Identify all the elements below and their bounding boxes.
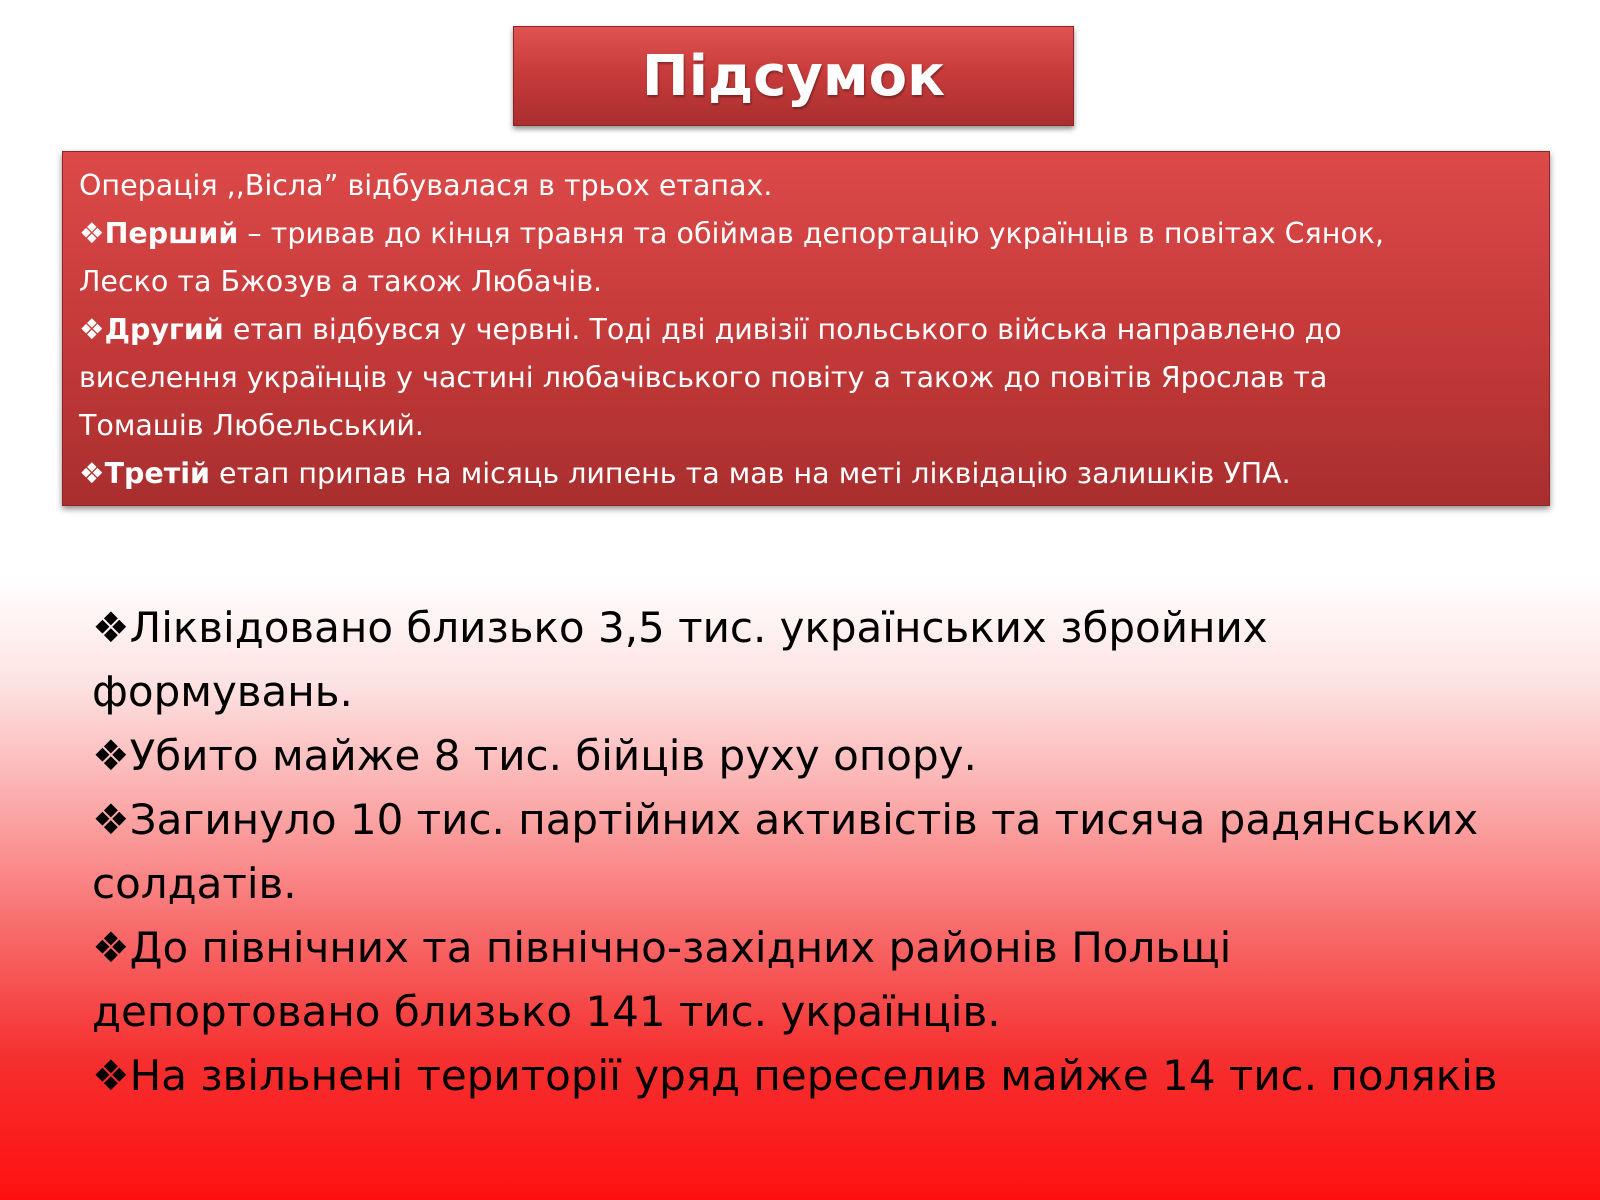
slide-title: Підсумок [641,43,946,109]
bullet-diamond-icon: ❖ [92,1051,130,1100]
stage-3-label: Третій [104,457,210,490]
stage-3-text: етап припав на місяць липень та мав на меті ліквідацію залишків УПА. [210,457,1291,490]
result-2-text: Убито майже 8 тис. бійців руху опору. [129,731,977,780]
result-4-line-2: депортовано близько 141 тис. українців. [92,987,1001,1036]
bullet-diamond-icon: ❖ [92,731,130,780]
result-4-text: До північних та північно-західних районів Польщі [129,923,1232,972]
result-2-line-1 [92,724,1582,788]
stage-2-line-3: Томашів Любельський. [79,409,424,442]
results-list [92,596,1582,1108]
bullet-diamond-icon: ❖ [79,313,105,346]
bullet-diamond-icon: ❖ [79,457,105,490]
stage-1-line-2: Леско та Бжозув а також Любачів. [79,265,603,298]
title-box [513,26,1074,126]
summary-box [62,151,1550,506]
result-1-line-1 [92,596,1582,660]
result-5-line-1 [92,1044,1582,1108]
summary-intro: Операція ,,Вісла” відбувалася в трьох етапах. [79,169,773,202]
stage-1-label: Перший [104,217,239,250]
stage-2-line-1 [79,306,1535,354]
result-1-text: Ліквідовано близько 3,5 тис. українських збройних [129,603,1268,652]
result-3-text: Загинуло 10 тис. партійних активістів та тисяча радянських [129,795,1479,844]
result-1-line-2: формувань. [92,667,353,716]
bullet-diamond-icon: ❖ [92,795,130,844]
stage-2-line-2: виселення українців у частині любачівського повіту а також до повітів Ярослав та [79,361,1328,394]
result-5-text: На звільнені території уряд переселив майже 14 тис. поляків [129,1051,1498,1100]
bullet-diamond-icon: ❖ [92,923,130,972]
stage-2-text: етап відбувся у червні. Тоді дві дивізії польського війська направлено до [223,313,1342,346]
stage-1-text: – тривав до кінця травня та обіймав депортацію українців в повітах Сянок, [238,217,1385,250]
stage-1-line-1 [79,210,1535,258]
stage-2-label: Другий [104,313,224,346]
stage-3-line-1 [79,450,1535,498]
result-3-line-2: солдатів. [92,859,297,908]
bullet-diamond-icon: ❖ [92,603,130,652]
bullet-diamond-icon: ❖ [79,217,105,250]
result-3-line-1 [92,788,1582,852]
result-4-line-1 [92,916,1582,980]
